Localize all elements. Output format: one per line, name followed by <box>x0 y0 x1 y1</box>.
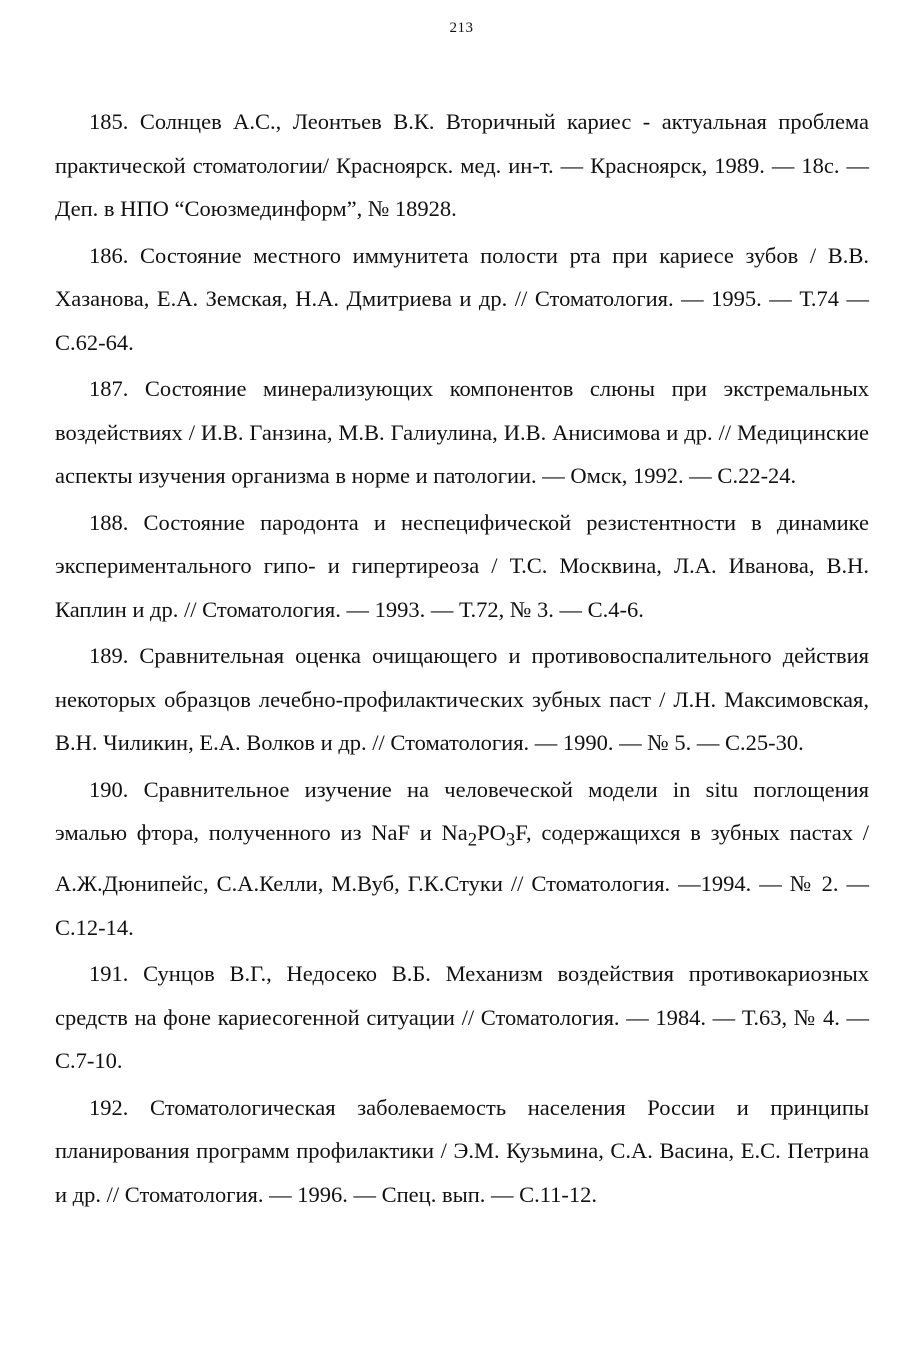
reference-number: 185. <box>89 109 129 134</box>
reference-entry <box>55 501 869 632</box>
reference-number: 190. <box>89 776 129 802</box>
formula-subscript: 3 <box>505 829 516 851</box>
reference-entry <box>55 952 869 1083</box>
reference-number: 188. <box>89 509 129 535</box>
reference-number: 187. <box>89 376 129 401</box>
reference-entry <box>55 100 869 231</box>
reference-entry <box>55 634 869 765</box>
reference-text: Стоматологическая заболеваемость населения России и принципы планирования программ профилактики / Э.М. Кузьмина, С.А. Васина, Е.С. Петрина и др. // Стоматология. — 1996. — Спец. вып. — С.11-12. <box>55 1094 869 1207</box>
reference-text: Состояние пародонта и неспецифической резистентности в динамике экспериментального гипо- и гипертиреоза / Т.С. Москвина, Л.А. Иванова, В.Н. Каплин и др. // Стоматология. — 1993. — Т.72, № 3. — С.4-6. <box>55 509 869 622</box>
reference-text-after-formula: , содержащихся в зубных пастах / А.Ж.Дюнипейс, С.А.Келли, М.Вуб, Г.К.Стуки // Стоматология. —1994. — № 2. — С.12-14. <box>55 820 869 940</box>
reference-number: 192. <box>89 1094 129 1120</box>
reference-number: 191. <box>89 961 129 986</box>
reference-entry <box>55 367 869 498</box>
reference-text: Сунцов В.Г., Недосеко В.Б. Механизм воздействия противокариозных средств на фоне кариесогенной ситуации // Стоматология. — 1984. — Т.63, № 4. — С.7-10. <box>55 961 869 1073</box>
reference-entry <box>55 1086 869 1217</box>
page-number: 213 <box>449 20 474 36</box>
reference-text-before-formula: Сравнительное изучение на человеческой модели in situ поглощения эмалью фтора, полученного из NaF и <box>55 776 870 845</box>
reference-text: Состояние местного иммунитета полости рта при кариесе зубов / В.В. Хазанова, Е.А. Земская, Н.А. Дмитриева и др. // Стоматология. — 1995. — Т.74 — С.62-64. <box>55 242 869 355</box>
reference-entry <box>55 234 869 365</box>
formula-subscript: 2 <box>467 829 478 851</box>
reference-number: 189. <box>89 643 129 668</box>
reference-text: Солнцев А.С., Леонтьев В.К. Вторичный кариес - актуальная проблема практической стоматологии/ Красноярск. мед. ин-т. — Красноярск, 1989. — 18с. — Деп. в НПО “Союзмединформ”, № 18928. <box>55 109 870 221</box>
reference-list <box>55 100 869 1219</box>
formula-part: F <box>515 820 527 845</box>
reference-entry <box>55 768 869 950</box>
reference-number: 186. <box>89 242 129 268</box>
formula-part: PO <box>477 820 506 845</box>
reference-text: Состояние минерализующих компонентов слюны при экстремальных воздействиях / И.В. Ганзина, М.В. Галиулина, И.В. Анисимова и др. // Медицинские аспекты изучения организма в норме и патологии. — Омск, 1992. — С.22-24. <box>55 376 869 488</box>
reference-text: Сравнительная оценка очищающего и противовоспалительного действия некоторых образцов лечебно-профилактических зубных паст / Л.Н. Максимовская, В.Н. Чиликин, Е.А. Волков и др. // Стоматология. — 1990. — № 5. — С.25-30. <box>55 643 870 755</box>
chemical-formula <box>441 820 527 851</box>
formula-part: Na <box>441 820 468 845</box>
